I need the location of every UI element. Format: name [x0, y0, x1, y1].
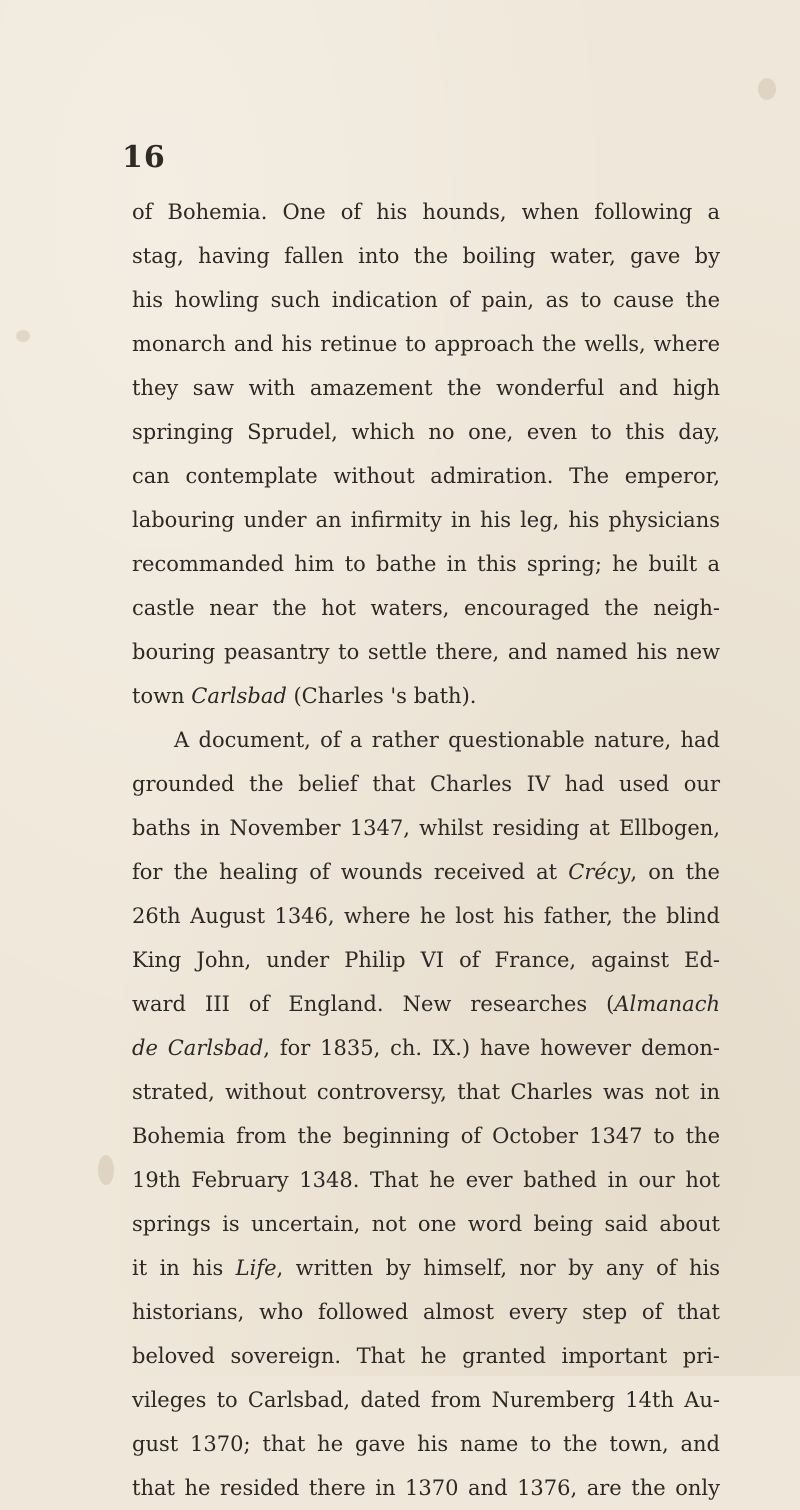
- text-segment: of Bohemia. One of his hounds, when following a: [132, 200, 720, 224]
- text-line: [132, 1202, 720, 1246]
- text-segment: Bohemia from the beginning of October 1347 to the: [132, 1124, 720, 1148]
- text-segment: springing Sprudel, which no one, even to this day,: [132, 420, 720, 444]
- text-line: [132, 1246, 720, 1290]
- text-segment: strated, without controversy, that Charles was not in: [132, 1080, 720, 1104]
- text-line: [132, 982, 720, 1026]
- text-line: [132, 1070, 720, 1114]
- text-line: [132, 1158, 720, 1202]
- text-line: [132, 938, 720, 982]
- text-line: [132, 278, 720, 322]
- italic-text: de Carlsbad: [132, 1036, 264, 1060]
- text-line: [132, 850, 720, 894]
- text-segment: historians, who followed almost every step of that: [132, 1300, 720, 1324]
- text-line: [132, 1422, 720, 1466]
- text-line: [132, 454, 720, 498]
- text-line: [132, 322, 720, 366]
- text-line: [132, 366, 720, 410]
- paper-stain: [98, 1155, 114, 1185]
- italic-text: Crécy: [568, 860, 631, 884]
- page-number: 16: [122, 140, 166, 175]
- text-segment: town: [132, 684, 192, 708]
- text-line: [132, 586, 720, 630]
- text-line: [132, 410, 720, 454]
- text-segment: 26th August 1346, where he lost his father, the blind: [132, 904, 720, 928]
- text-line: [132, 1290, 720, 1334]
- text-segment: labouring under an infirmity in his leg, his physicians: [132, 508, 720, 532]
- text-segment: for the healing of wounds received at: [132, 860, 569, 884]
- text-segment: King John, under Philip VI of France, against Ed-: [132, 948, 720, 972]
- text-line: [132, 1026, 720, 1070]
- text-segment: can contemplate without admiration. The emperor,: [132, 464, 720, 488]
- text-segment: , written by himself, nor by any of his: [276, 1256, 720, 1280]
- text-line: [132, 1466, 720, 1510]
- text-line: [132, 1114, 720, 1158]
- text-segment: ward III of England. New researches (: [132, 992, 615, 1016]
- text-segment: (Charles 's bath).: [286, 684, 477, 708]
- text-segment: , for 1835, ch. IX.) have however demon-: [263, 1036, 720, 1060]
- text-line: [132, 1334, 720, 1378]
- text-line: [132, 718, 720, 762]
- text-segment: his howling such indication of pain, as to cause the: [132, 288, 720, 312]
- paper-stain: [16, 330, 30, 342]
- text-segment: 19th February 1348. That he ever bathed in our hot: [132, 1168, 720, 1192]
- text-segment: springs is uncertain, not one word being said about: [132, 1212, 720, 1236]
- text-line: [132, 762, 720, 806]
- text-line: [132, 630, 720, 674]
- text-segment: baths in November 1347, whilst residing at Ellbogen,: [132, 816, 720, 840]
- paper-stain: [758, 78, 776, 100]
- text-segment: stag, having fallen into the boiling water, gave by: [132, 244, 720, 268]
- text-segment: gust 1370; that he gave his name to the town, and: [132, 1432, 720, 1456]
- text-line: [132, 806, 720, 850]
- italic-text: Carlsbad: [191, 684, 287, 708]
- text-line: [132, 894, 720, 938]
- text-line: [132, 542, 720, 586]
- text-segment: they saw with amazement the wonderful and high: [132, 376, 720, 400]
- text-line: [132, 190, 720, 234]
- text-segment: that he resided there in 1370 and 1376, are the only: [132, 1476, 720, 1500]
- text-segment: recommanded him to bathe in this spring; he built a: [132, 552, 720, 576]
- text-segment: castle near the hot waters, encouraged the neigh-: [132, 596, 720, 620]
- text-segment: vileges to Carlsbad, dated from Nuremberg 14th Au-: [132, 1388, 720, 1412]
- text-segment: beloved sovereign. That he granted important pri-: [132, 1344, 720, 1368]
- text-line: [132, 234, 720, 278]
- text-segment: monarch and his retinue to approach the wells, where: [132, 332, 720, 356]
- body-text: [132, 190, 720, 1510]
- italic-text: Life: [235, 1256, 277, 1280]
- text-line: [132, 498, 720, 542]
- text-line: [132, 674, 720, 718]
- italic-text: Almanach: [614, 992, 720, 1016]
- text-segment: A document, of a rather questionable nature, had: [174, 728, 720, 752]
- text-segment: grounded the belief that Charles IV had used our: [132, 772, 720, 796]
- text-segment: bouring peasantry to settle there, and named his new: [132, 640, 720, 664]
- text-segment: , on the: [630, 860, 720, 884]
- text-segment: it in his: [132, 1256, 236, 1280]
- text-line: [132, 1378, 720, 1422]
